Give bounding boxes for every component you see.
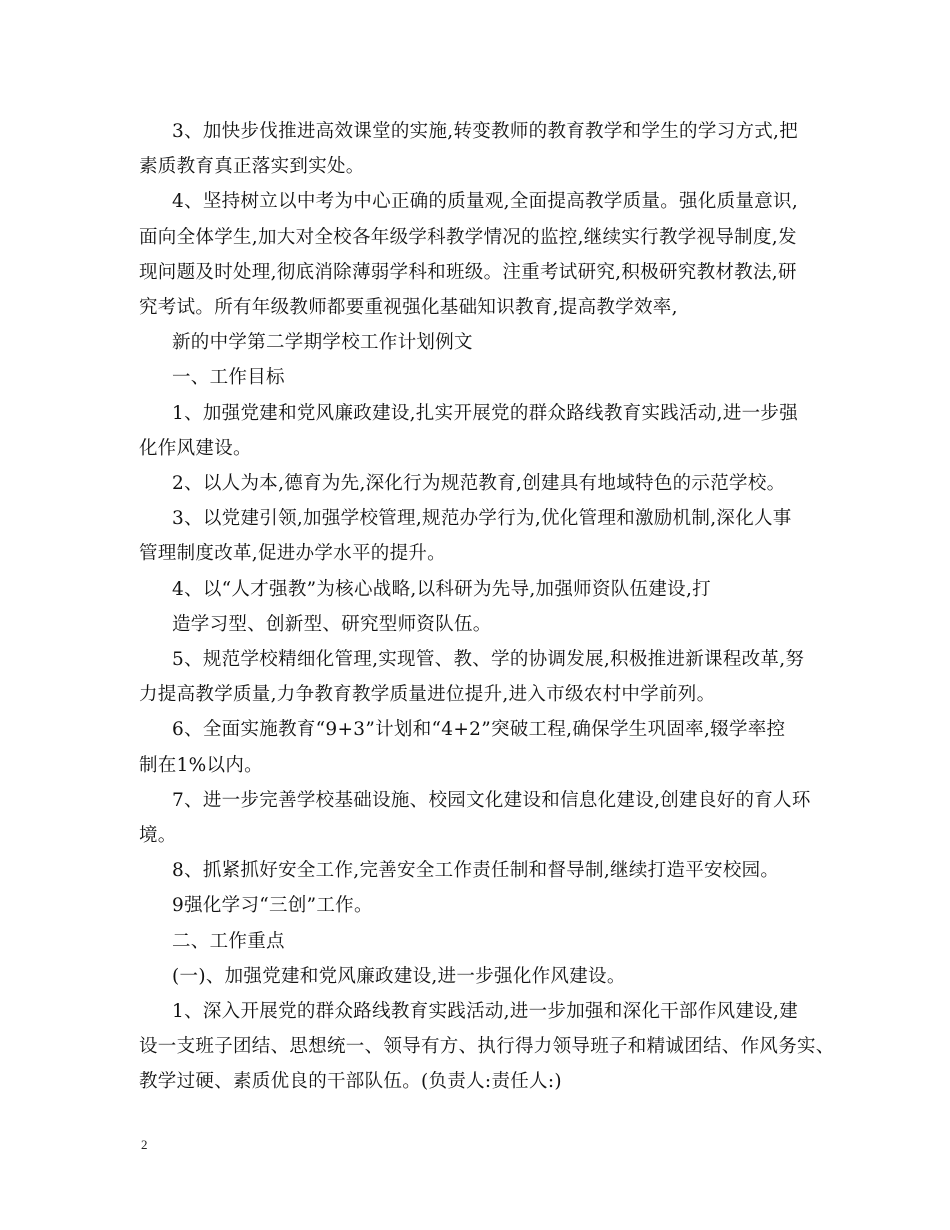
text-line: 力提高教学质量,力争教育教学质量进位提升,进入市级农村中学前列。 [139, 684, 716, 706]
text-line: 3、加快步伐推进高效课堂的实施,转变教师的教育教学和学生的学习方式,把 [172, 121, 799, 142]
text-line: 化作风建设。 [139, 437, 252, 459]
text-line: 新的中学第二学期学校工作计划例文 [172, 332, 473, 354]
text-line: 教学过硬、素质优良的干部队伍。(负责人:责任人:) [139, 1071, 562, 1093]
text-line: 一、工作目标 [172, 367, 285, 389]
text-line: 1、深入开展党的群众路线教育实践活动,进一步加强和深化干部作风建设,建 [172, 1001, 799, 1023]
text-line: 7、进一步完善学校基础设施、校园文化建设和信息化建设,创建良好的育人环 [172, 789, 811, 811]
text-line: 3、以党建引领,加强学校管理,规范办学行为,优化管理和激励机制,深化人事 [172, 508, 792, 530]
text-line: 5、规范学校精细化管理,实现管、教、学的协调发展,积极推进新课程改革,努 [172, 649, 805, 671]
text-line: 1、加强党建和党风廉政建设,扎实开展党的群众路线教育实践活动,进一步强 [172, 402, 799, 424]
text-line: 2、以人为本,德育为先,深化行为规范教育,创建具有地域特色的示范学校。 [172, 473, 786, 495]
text-line: 管理制度改革,促进办学水平的提升。 [139, 543, 446, 565]
text-line: 面向全体学生,加大对全校各年级学科教学情况的监控,继续实行教学视导制度,发 [139, 226, 797, 248]
text-line: 8、抓紧抓好安全工作,完善安全工作责任制和督导制,继续打造平安校园。 [172, 860, 780, 882]
text-line: 境。 [139, 825, 177, 847]
text-line: 制在1%以内。 [139, 754, 263, 776]
text-line: 素质教育真正落实到实处。 [139, 156, 365, 178]
document-body [139, 114, 835, 1100]
text-line: 4、以“人才强教”为核心战略,以科研为先导,加强师资队伍建设,打 [172, 578, 711, 600]
text-line: (一)、加强党建和党风廉政建设,进一步强化作风建设。 [172, 965, 626, 987]
text-line: 现问题及时处理,彻底消除薄弱学科和班级。注重考试研究,积极研究教材教法,研 [139, 261, 797, 283]
text-line: 设一支班子团结、思想统一、领导有方、执行得力领导班子和精诚团结、作风务实、 [139, 1036, 835, 1058]
text-line: 二、工作重点 [172, 930, 285, 952]
text-line: 6、全面实施教育“9+3”计划和“4+2”突破工程,确保学生巩固率,辍学率控 [172, 719, 786, 741]
text-line: 4、坚持树立以中考为中心正确的质量观,全面提高教学质量。强化质量意识, [172, 191, 799, 213]
text-line: 造学习型、创新型、研究型师资队伍。 [172, 613, 492, 635]
text-line: 9强化学习“三创”工作。 [172, 895, 373, 917]
page-number: 2 [141, 1137, 148, 1152]
text-line: 究考试。所有年级教师都要重视强化基础知识教育,提高教学效率, [139, 297, 678, 319]
